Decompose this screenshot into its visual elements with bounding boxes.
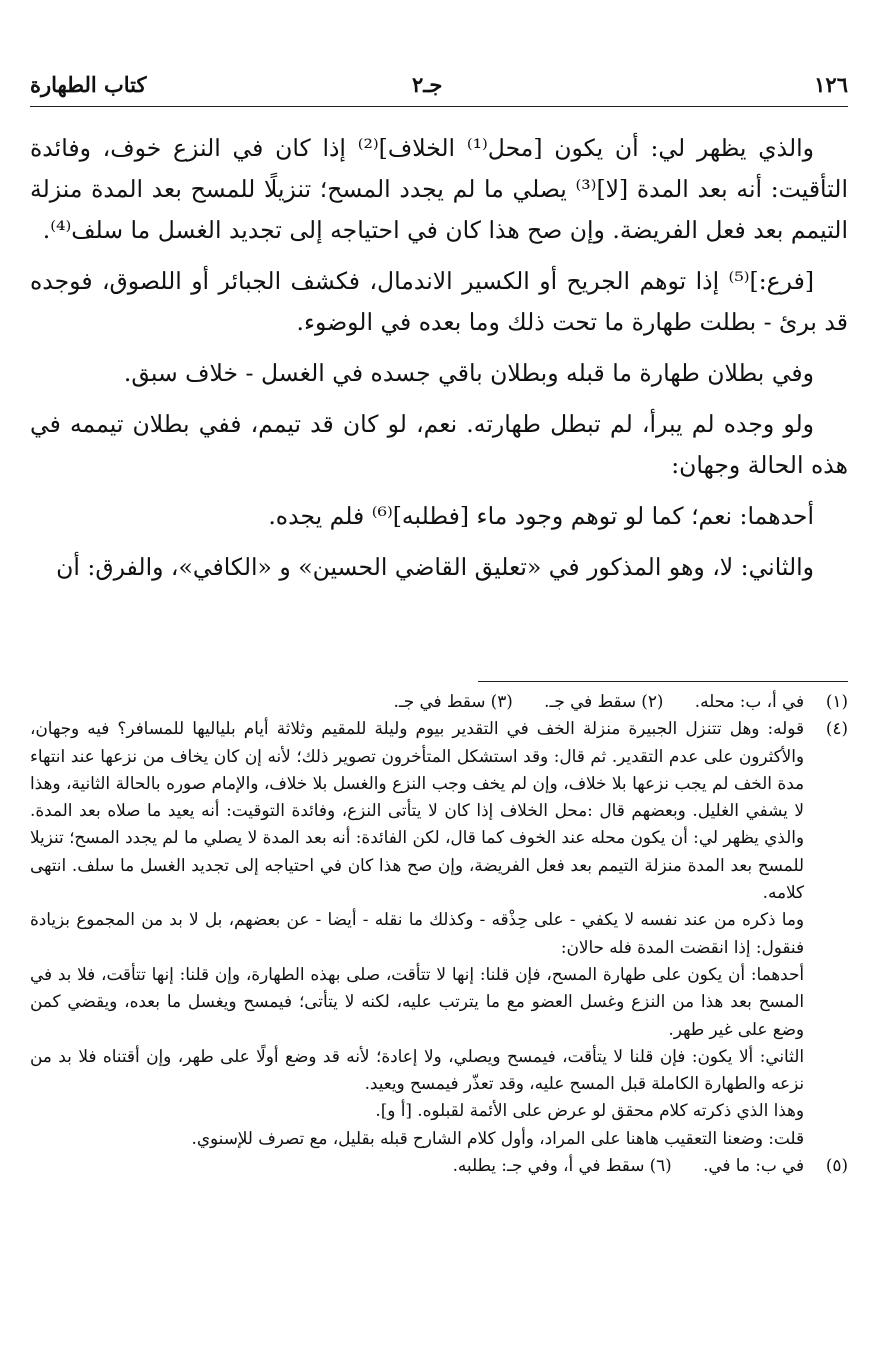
- footnote-1-text: في أ، ب: محله.: [694, 691, 804, 711]
- header-divider: [30, 106, 848, 107]
- footnote-4-para: قلت: وضعنا التعقيب هاهنا على المراد، وأول كلام الشارح قبله بقليل، مع تصرف للإسنوي.: [191, 1127, 804, 1148]
- paragraph: وفي بطلان طهارة ما قبله وبطلان باقي جسده في الغسل - خلاف سبق.: [123, 359, 814, 387]
- footnote-4-para: أحدهما: أن يكون على طهارة المسح، فإن قلنا: إنها لا تتأقت، صلى بهذه الطهارة، وإن قلنا: إنها تتأقت، فلا بد في المسح بعد هذا من النزع وغسل العضو مع ما يترتب عليه، لكنه لا يتأتى؛ فيمسح ويغسل ما بعده، ويقضي كمن وضع على غير طهر.: [30, 963, 804, 1039]
- volume-number: جـ٢: [412, 72, 443, 97]
- footnote-6-text: (٦) سقط في أ، وفي جـ: يطلبه.: [452, 1155, 672, 1176]
- footnote-divider: [478, 681, 848, 682]
- footnote-1-3: [30, 688, 848, 715]
- footnote-4: [30, 715, 848, 1152]
- footnote-3-text: (٣) سقط في جـ.: [393, 691, 513, 711]
- footnote-5-text: في ب: ما في.: [703, 1155, 804, 1176]
- footnote-number: (٥): [825, 1155, 848, 1176]
- footnote-4-para: الثاني: ألا يكون: فإن قلنا لا يتأقت، فيمسح ويصلي، ولا إعادة؛ لأنه قد وضع أولًا على طهر، وإن أقتناه فلا بد من نزعه والطهارة الكاملة قبل المسح عليه، وقد تعذّر فيمسح ويعيد.: [30, 1045, 804, 1094]
- paragraph: أحدهما: نعم؛ كما لو توهم وجود ماء [فطلبه]⁽⁶⁾ فلم يجده.: [268, 502, 814, 530]
- book-title: كتاب الطهارة: [30, 72, 147, 97]
- footnote-5-6: [30, 1152, 848, 1179]
- page-number: ١٢٦: [814, 72, 848, 97]
- footnotes: [30, 688, 848, 1179]
- footnote-number: (١): [825, 691, 848, 711]
- paragraph: [فرع:]⁽⁵⁾ إذا توهم الجريح أو الكسير الاندمال، فكشف الجبائر أو اللصوق، فوجده قد برئ - بطلت طهارة ما تحت ذلك وما بعده في الوضوء.: [30, 267, 848, 336]
- footnote-4-para: وما ذكره من عند نفسه لا يكفي - على حِذْقه - وكذلك ما نقله - أيضا - عن بعضهم، بل لا بد من المجموع بزيادة فنقول: إذا انقضت المدة فله حالان:: [30, 909, 804, 957]
- footnote-4-para: قوله: وهل تتنزل الجبيرة منزلة الخف في التقدير بيوم وليلة للمقيم وثلاثة أيام بلياليها للمسافر؟ فيه وجهان، والأكثرون على عدم التقدير. ثم قال: وقد استشكل المتأخرون تصوير ذلك؛ لأنه إن كان يخاف من نزعها عند انتهاء مدة الخف لم يجب نزعها بلا خلاف، وإن لم يخف وجب النزع والغسل بلا خلاف، والإمام صوره بالحالة الثانية، وهذا لا يشفي الغليل. وبعضهم قال :محل الخلاف إذا كان لا يتأتى النزع، وفائدة التوقيت: أنه يعيد ما صلاه بعد المدة. والذي يظهر لي: أن يكون محله عند الخوف كما قال، لكن الفائدة: أنه بعد المدة لا يصلي ما لم يجدد المسح؛ تنزيلا للمسح بعد المدة منزلة التيمم بعد فعل الفريضة، وإن صح هذا كان في احتياجه إلى تجديد الغسل ما سلف. انتهى كلامه.: [30, 718, 804, 903]
- page-header: [30, 70, 848, 100]
- footnote-number: (٤): [825, 718, 848, 739]
- footnote-2-text: (٢) سقط في جـ.: [544, 691, 664, 711]
- paragraph: ولو وجده لم يبرأ، لم تبطل طهارته. نعم، لو كان قد تيمم، ففي بطلان تيممه في هذه الحالة وجهان:: [30, 410, 848, 479]
- paragraph: والذي يظهر لي: أن يكون [محل⁽¹⁾ الخلاف]⁽²⁾ إذا كان في النزع خوف، وفائدة التأقيت: أنه بعد المدة [لا]⁽³⁾ يصلي ما لم يجدد المسح؛ تنزيلًا للمسح بعد المدة منزلة التيمم بعد فعل الفريضة. وإن صح هذا كان في احتياجه إلى تجديد الغسل ما سلف⁽⁴⁾.: [30, 134, 848, 244]
- footnote-4-para: وهذا الذي ذكرته كلام محقق لو عرض على الأئمة لقبلوه. [أ و].: [375, 1100, 804, 1121]
- main-text: [30, 128, 848, 598]
- paragraph: والثاني: لا، وهو المذكور في «تعليق القاضي الحسين» و «الكافي»، والفرق: أن: [56, 553, 814, 581]
